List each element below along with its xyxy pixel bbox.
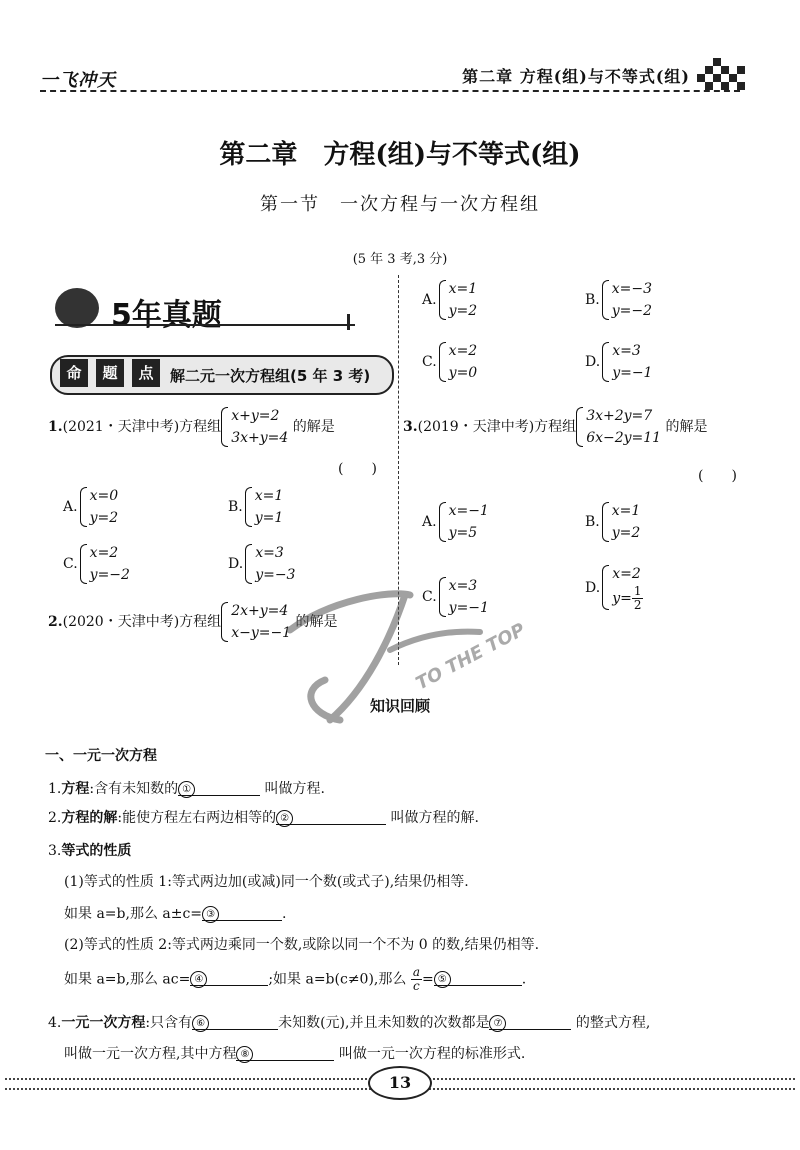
topic-bar [50,355,394,395]
topic-title: 解二元一次方程组(5 年 3 考) [170,367,371,385]
chapter-title: 第二章 方程(组)与不等式(组) [219,140,581,170]
q1-option-d: D. x=3 y=−3 [228,542,295,586]
item-1: 1.方程:含有未知数的 ① 叫做方程. [48,781,325,797]
q3-option-c: C. x=3 y=−1 [422,575,489,619]
watermark-text: TO THE TOP [412,619,529,695]
item-2: 2.方程的解:能使方程左右两边相等的 ② 叫做方程的解. [48,810,479,826]
page-number: 13 [368,1066,432,1100]
property-1-example: 如果 a=b,那么 a±c= ③ . [64,906,287,922]
banner-title: 5年真题 [111,298,222,333]
property-1: (1)等式的性质 1:等式两边加(或减)同一个数(或式子),结果仍相等. [64,874,469,890]
property-2: (2)等式的性质 2:等式两边乘同一个数,或除以同一个不为 0 的数,结果仍相等. [64,937,540,953]
brand-logo: 一飞冲天 [40,70,116,91]
property-2-example: 如果 a=b,那么 ac= ④ ;如果 a=b(c≠0),那么 $\frac{a}{c}$ = ⑤ . [64,965,527,993]
header-divider [40,90,740,92]
q3-option-d: D. x=2 y= $\frac{1}{2}$ [585,563,643,612]
q3-option-a: A. x=−1 y=5 [422,500,489,544]
q2-option-c: C. x=2 y=0 [422,340,477,384]
topic-tag: 点 [132,359,160,387]
q2-option-b: B. x=−3 y=−2 [585,278,652,322]
topic-tag: 题 [96,359,124,387]
topic-tag: 命 [60,359,88,387]
item-4-continued: 叫做一元一次方程,其中方程 ⑧ 叫做一元一次方程的标准形式. [64,1046,526,1062]
item-4: 4.一元一次方程:只含有 ⑥ 未知数(元),并且未知数的次数都是 ⑦ 的整式方程, [48,1015,651,1031]
q2-option-d: D. x=3 y=−1 [585,340,652,384]
section-heading: 一、一元一次方程 [45,748,157,764]
knowledge-recall-title: 知识回顾 [369,697,430,715]
running-header: 第二章 方程(组)与不等式(组) [462,67,690,86]
question-2: 2.(2020・天津中考)方程组 2x+y=4 x−y=−1 的解是 [48,600,338,644]
question-3: 3.(2019・天津中考)方程组 3x+2y=7 6x−2y=11 的解是 [403,405,708,449]
exam-stat: (5 年 3 考,3 分) [352,252,448,267]
q1-option-b: B. x=1 y=1 [228,485,283,529]
checker-decoration-icon [697,58,745,90]
question-1: 1.(2021・天津中考)方程组 x+y=2 3x+y=4 的解是 [48,405,335,449]
answer-paren: ( ) [338,461,377,477]
answer-paren: ( ) [698,468,737,484]
q1-option-a: A. x=0 y=2 [63,485,118,529]
q2-option-a: A. x=1 y=2 [422,278,477,322]
puzzle-bag-icon [55,288,99,328]
section-title: 第一节 一次方程与一次方程组 [260,194,540,215]
q1-option-c: C. x=2 y=−2 [63,542,130,586]
q3-option-b: B. x=1 y=2 [585,500,640,544]
item-3: 3.等式的性质 [48,843,132,859]
